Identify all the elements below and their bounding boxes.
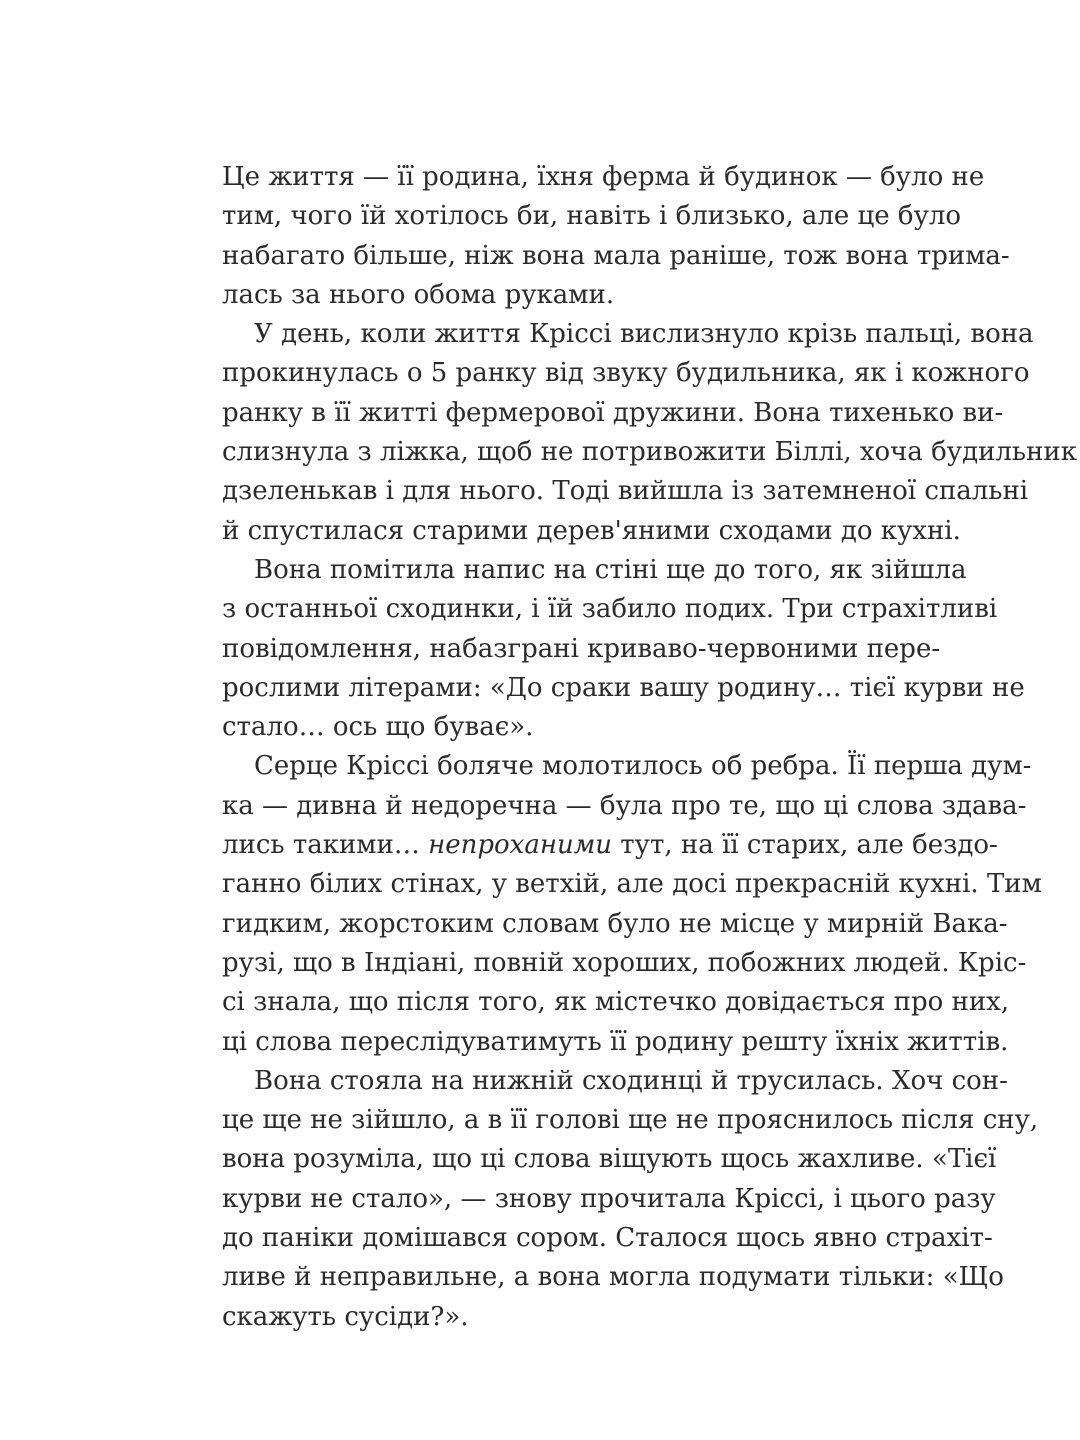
text-line: Вона помітила напис на стіні ще до того, як зійшла: [254, 554, 967, 585]
text-line: прокинулась о 5 ранку від звуку будильника, як і кожного: [222, 358, 1030, 389]
text-line: ганно білих стінах, у ветхій, але досі прекрасній кухні. Тим: [222, 869, 1042, 900]
text-line: стало… ось що буває».: [222, 712, 534, 743]
text-line: рослими літерами: «До сраки вашу родину… тієї курви не: [222, 672, 1025, 703]
text-line: Серце Кріссі боляче молотилось об ребра. Її перша дум-: [254, 751, 1032, 782]
paragraph-2: [222, 315, 1077, 551]
text-line: гидким, жорстоким словам було не місце у мирній Вака-: [222, 908, 1008, 939]
text-line: ка — дивна й недоречна — була про те, що ці слова здава-: [222, 790, 1027, 821]
text-line: ранку в її житті фермерової дружини. Вона тихенько ви-: [222, 397, 1004, 428]
text-line: скажуть сусіди?».: [222, 1301, 469, 1332]
page-text: [222, 158, 1077, 1337]
text-line: повідомлення, набазграні криваво-червоними пере-: [222, 633, 941, 664]
text-line: лась за нього обома руками.: [222, 279, 615, 310]
text-line: слизнула з ліжка, щоб не потривожити Біллі, хоча будильник: [222, 437, 1077, 468]
text-line: з останньої сходинки, і їй забило подих. Три страхітливі: [222, 594, 998, 625]
text-line: це ще не зійшло, а в її голові ще не прояснилось після сну,: [222, 1105, 1039, 1136]
paragraph-3: [222, 551, 1025, 747]
text-line: сі знала, що після того, як містечко довідається про них,: [222, 987, 1010, 1018]
paragraph-1: [222, 158, 1010, 315]
text-line: до паніки домішався сором. Сталося щось явно страхіт-: [222, 1223, 993, 1254]
text-line-with-italic: [222, 826, 998, 865]
paragraph-4: [222, 747, 1042, 1061]
text-line: вона розуміла, що ці слова віщують щось жахливе. «Тієї: [222, 1144, 997, 1175]
text-line: й спустилася старими дерев'яними сходами до кухні.: [222, 515, 961, 546]
text-segment: тут, на її старих, але бездо-: [612, 830, 998, 861]
text-line: ливе й неправильне, а вона могла подумати тільки: «Що: [222, 1262, 1004, 1293]
text-line: дзеленькав і для нього. Тоді вийшла із затемненої спальні: [222, 476, 1029, 507]
text-line: Вона стояла на нижній сходинці й трусилась. Хоч сон-: [254, 1065, 1008, 1096]
text-line: тим, чого їй хотілось би, навіть і близько, але це було: [222, 201, 962, 232]
text-line: курви не стало», — знову прочитала Кріссі, і цього разу: [222, 1183, 996, 1214]
text-line: рузі, що в Індіані, повній хороших, побожних людей. Кріс-: [222, 947, 1027, 978]
text-line: набагато більше, ніж вона мала раніше, тож вона трима-: [222, 240, 1010, 271]
text-line: У день, коли життя Кріссі вислизнуло крізь пальці, вона: [254, 319, 1034, 350]
text-line: Це життя — її родина, їхня ферма й будинок — було не: [222, 162, 985, 192]
italic-word: непроханими: [428, 830, 613, 861]
paragraph-5: [222, 1062, 1039, 1337]
text-segment: лись такими…: [222, 830, 429, 861]
text-line: ці слова переслідуватимуть її родину решту їхніх життів.: [222, 1026, 1009, 1057]
